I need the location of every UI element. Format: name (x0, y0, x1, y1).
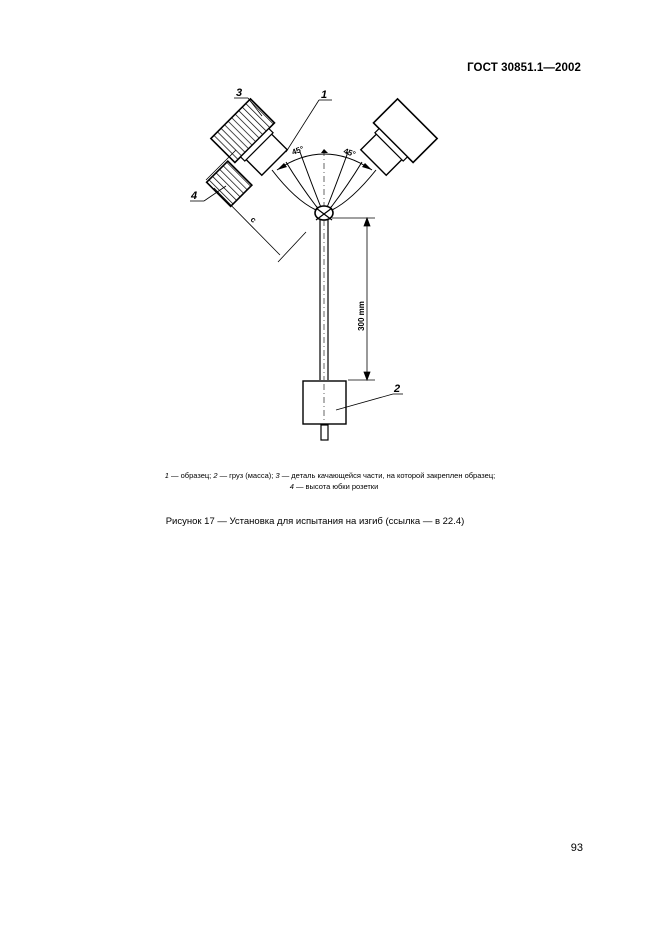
bending-test-figure (0, 0, 661, 460)
angle-label-left: 45° (290, 144, 306, 157)
height-symbol: с (248, 215, 259, 225)
label-3: 3 (236, 87, 243, 99)
left-swing-assembly (187, 99, 294, 206)
vertical-dimension-label: 300 mm (357, 301, 366, 331)
label-4: 4 (191, 190, 198, 202)
page-number: 93 (570, 842, 583, 854)
legend-line-2: 4 — высота юбки розетки (289, 482, 379, 491)
center-clamp (315, 206, 333, 220)
document-header: ГОСТ 30851.1—2002 (467, 62, 581, 74)
dimension-vertical (332, 218, 375, 380)
label-1: 1 (321, 89, 328, 101)
right-swing-assembly (354, 99, 437, 182)
label-2: 2 (394, 383, 401, 395)
weight-block (303, 381, 403, 424)
figure-caption: Рисунок 17 — Установка для испытания на изгиб (ссылка — в 22.4) (165, 516, 465, 527)
figure-legend (60, 470, 600, 492)
legend-line-1: 1 — образец; 2 — груз (масса); 3 — деталь качающейся части, на которой закреплен образец; (164, 471, 496, 480)
angle-arc (277, 154, 372, 170)
angle-label-right: 45° (342, 146, 357, 160)
